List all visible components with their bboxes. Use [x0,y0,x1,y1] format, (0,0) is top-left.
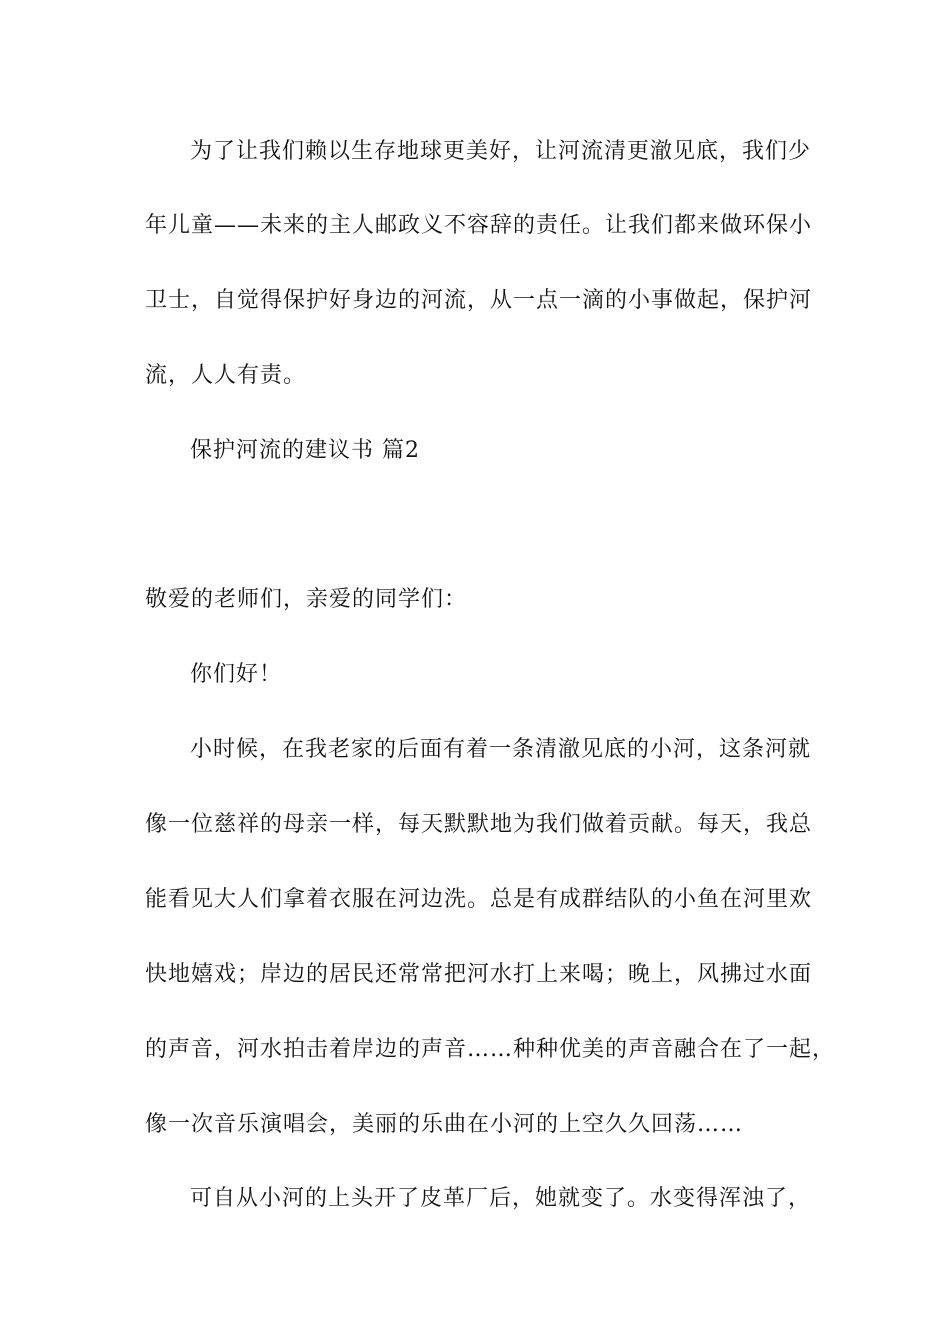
paragraph-line: 为了让我们赖以生存地球更美好，让河流清更澈见底，我们少 [190,139,812,164]
paragraph-line: 小时候，在我老家的后面有着一条清澈见底的小河，这条河就 [190,737,812,762]
section-heading: 保护河流的建议书 篇2 [190,438,420,463]
greeting: 你们好！ [190,662,283,687]
paragraph-line: 像一次音乐演唱会，美丽的乐曲在小河的上空久久回荡…… [145,1112,744,1137]
salutation: 敬爱的老师们，亲爱的同学们： [145,587,468,612]
paragraph-line: 可自从小河的上头开了皮革厂后，她就变了。水变得浑浊了， [190,1186,812,1211]
paragraph-line: 年儿童——未来的主人邮政义不容辞的责任。让我们都来做环保小 [145,213,813,238]
paragraph-line: 快地嬉戏；岸边的居民还常常把河水打上来喝；晚上，风拂过水面 [145,962,813,987]
paragraph-line: 的声音，河水拍击着岸边的声音……种种优美的声音融合在了一起， [145,1037,836,1062]
paragraph-line: 能看见大人们拿着衣服在河边洗。总是有成群结队的小鱼在河里欢 [145,887,813,912]
paragraph-line: 卫士，自觉得保护好身边的河流，从一点一滴的小事做起，保护河 [145,288,813,313]
paragraph-line: 像一位慈祥的母亲一样，每天默默地为我们做着贡献。每天，我总 [145,812,813,837]
paragraph-line: 流，人人有责。 [145,363,307,388]
